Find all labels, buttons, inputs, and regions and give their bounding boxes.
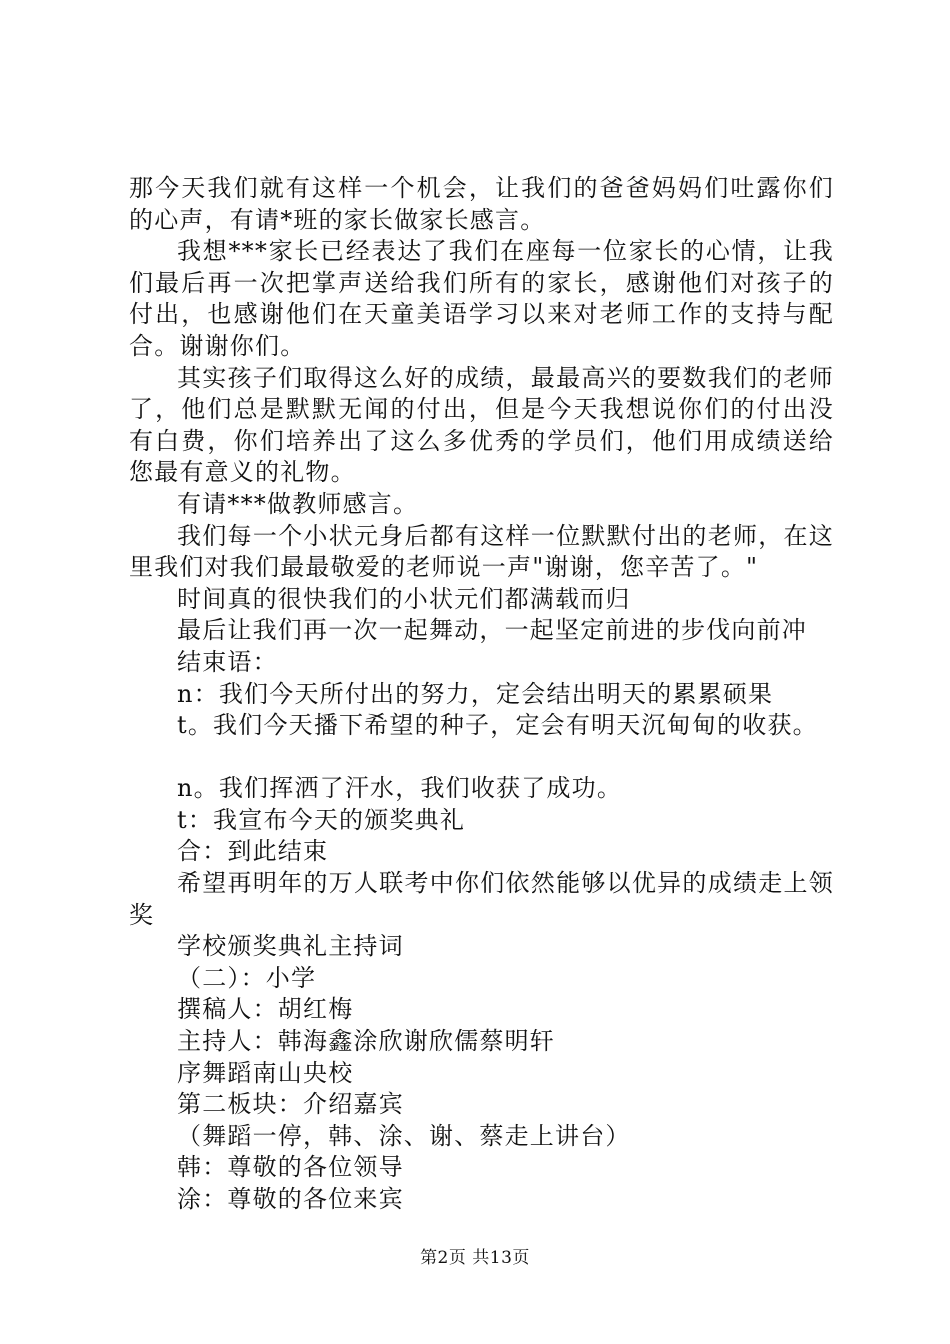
paragraph-section-subtitle: （二）：小学	[177, 963, 317, 992]
paragraph-closing-t2: t：我宣布今天的颁奖典礼	[177, 805, 466, 834]
paragraph-praise-teachers: 其实孩子们取得这么好的成绩，最最高兴的要数我们的老师了，他们总是默默无闻的付出，但是今天我想说你们的付出没有白费，你们培养出了这么多优秀的学员们，他们用成绩送给您最有意义的礼物。	[129, 363, 834, 487]
paragraph-han-line: 韩：尊敬的各位领导	[177, 1153, 404, 1182]
paragraph-tu-line: 涂：尊敬的各位来宾	[177, 1185, 404, 1213]
page-footer: 第2页 共13页	[420, 1248, 530, 1268]
paragraph-stage-direction: （舞蹈一停，韩、涂、谢、蔡走上讲台）	[177, 1121, 631, 1150]
paragraph-host-invites-parent: 那今天我们就有这样一个机会，让我们的爸爸妈妈们吐露你们的心声，有请*班的家长做家长感言。	[129, 174, 834, 234]
paragraph-section-title: 学校颁奖典礼主持词	[177, 932, 404, 961]
paragraph-dance-again: 最后让我们再一次一起舞动，一起坚定前进的步伐向前冲	[177, 616, 807, 645]
document-body	[129, 173, 834, 1216]
paragraph-author: 撰稿人：胡红梅	[177, 995, 354, 1024]
paragraph-closing-t1: t。我们今天播下希望的种子，定会有明天沉甸甸的收获。	[177, 711, 818, 740]
paragraph-closing-n1: n：我们今天所付出的努力，定会结出明天的累累硕果	[177, 679, 774, 708]
paragraph-hope-next-year: 希望再明年的万人联考中你们依然能够以优异的成绩走上领奖	[129, 869, 834, 929]
paragraph-teacher-speech-invite: 有请***做教师感言。	[177, 489, 419, 518]
paragraph-hosts: 主持人：韩海鑫涂欣谢欣儒蔡明轩	[177, 1027, 555, 1056]
paragraph-thank-teachers: 我们每一个小状元身后都有这样一位默默付出的老师，在这里我们对我们最最敬爱的老师说一声"谢谢，您辛苦了。"	[129, 521, 834, 582]
paragraph-closing-together: 合：到此结束	[177, 837, 329, 866]
paragraph-closing-n2: n。我们挥洒了汗水，我们收获了成功。	[177, 774, 623, 803]
paragraph-closing-heading: 结束语：	[177, 647, 278, 676]
paragraph-part-two: 第二板块：介绍嘉宾	[177, 1090, 404, 1119]
paragraph-opening-dance: 序舞蹈南山央校	[177, 1058, 354, 1087]
paragraph-time-flies: 时间真的很快我们的小状元们都满载而归	[177, 584, 631, 613]
paragraph-thanks-parents: 我想***家长已经表达了我们在座每一位家长的心情，让我们最后再一次把掌声送给我们所有的家长，感谢他们对孩子的付出，也感谢他们在天童美语学习以来对老师工作的支持与配合。谢谢你们。	[129, 237, 834, 360]
